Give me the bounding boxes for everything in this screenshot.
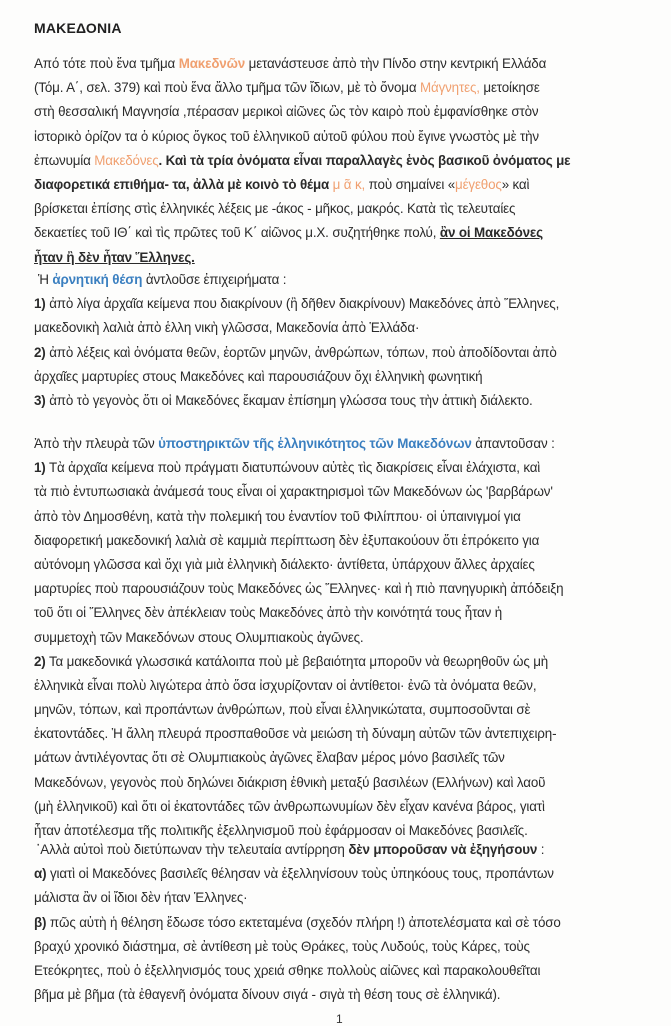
text: Ἡ xyxy=(38,272,53,287)
text: : xyxy=(537,842,545,857)
text-line: Ετεόκρητες, ποὺ ὁ ἐξελληνισμός τους χρειά σθηκε πολλοὺς αἰῶνες καὶ παρακολουθεῖται xyxy=(34,962,541,978)
page-number: 1 xyxy=(336,1012,343,1026)
text-line: ἀπὸ τὸν Δημοσθένη, κατὰ τὴν πολεμική του ἐναντίον τοῦ Φιλίππου· οἱ ὑπαινιγμοί για xyxy=(34,508,521,524)
text-line: ἀρχαῖες μαρτυρίες στους Μακεδόνες καὶ παρουσιάζουν ὄχι ἑλληνικὴ φωνητική xyxy=(34,368,483,384)
highlight-makednon: Μακεδνῶν xyxy=(178,56,246,71)
highlight-supporters: ὑποστηρικτῶν τῆς ἑλληνικότητος τῶν Μακεδόνων xyxy=(158,436,472,451)
item-number: 3) xyxy=(34,392,46,408)
text-line: βρίσκεται ἐπίσης στὶς ἑλληνικές λέξεις με -άκος - μῆκος, μακρός. Κατὰ τὶς τελευταίες xyxy=(34,201,516,217)
text-line: συμμετοχὴ τῶν Μακεδόνων στους Ολυμπιακοὺς ἀγῶνες. xyxy=(34,629,364,645)
text-line: μάλιστα ἂν οἱ ἴδιοι δὲν ήταν Ἑλληνες· xyxy=(34,890,248,906)
item-number: 1) xyxy=(34,460,46,476)
text: γιατὶ οἱ Μακεδόνες βασιλεῖς θέλησαν νὰ ἐξελληνίσουν τοὺς ὑπηκόους τους, προπάντων xyxy=(49,866,554,882)
bold-text: . Καὶ τὰ τρία ὀνόματα εἶναι παραλλαγὲς ἑνὸς βασικοῦ ὀνόματος με xyxy=(158,152,571,168)
text: ἀπὸ λίγα ἀρχαῖα κείμενα που διακρίνουν (ἢ δῆθεν διακρίνουν) Μακεδόνες ἀπὸ Ἕλληνες, xyxy=(49,296,560,312)
text-line: μάτων ἀντιλέγοντας ὅτι σὲ Ολυμπιακοὺς ἀγῶνες ἔλαβαν μέρος μόνο βασιλεῖς τῶν xyxy=(34,750,505,766)
text-line: (μὴ ἑλληνικοῦ) καὶ ὅτι οἱ ἑκατοντάδες τῶν ἀνθρωπωνυμίων δὲν εἶχαν κανένα βάρος, γιατὶ xyxy=(34,798,545,814)
text-line: διαφορετική μακεδονική λαλιὰ σὲ καμμιὰ περίπτωση δὲν ἐξυπακούουν ὅτι ἐπρόκειτο για xyxy=(34,532,540,548)
underlined-question: ἦταν ἢ δὲν ἦταν Ἕλληνες. xyxy=(34,249,195,265)
item-number: 2) xyxy=(34,344,46,360)
text: Τα μακεδονικά γλωσσικά κατάλοιπα ποὺ μὲ βεβαιότητα μποροῦν νὰ θεωρηθοῦν ὡς μὴ xyxy=(48,653,549,669)
intro-paragraph xyxy=(34,52,654,270)
text-line: ἑλληνικὰ εἶναι πολὺ λιγώτερα ἀπὸ ὅσα ἰσχυρίζονταν οἱ ἀντίθετοι· ἐνῶ τὰ ὀνόματα θεῶν, xyxy=(34,677,537,693)
item-number: 2) xyxy=(34,653,46,669)
highlight-magnites: Μάγνητες, xyxy=(420,80,480,96)
text: πῶς αὐτὴ ἡ θέληση ἔδωσε τόσο εκτεταμένα (σχεδόν πλήρη !) ἀποτελέσματα καὶ σὲ τόσο xyxy=(49,914,561,930)
text-line: ἱστορικὸ ὁρίζον τα ὁ κύριος ὄγκος τοῦ ἐλληνικοῦ αὐτοῦ φύλου ποὺ ἔγινε γνωστὸς μὲ τὴν xyxy=(34,128,539,144)
text: ἀπὸ λέξεις καὶ ὀνόματα θεῶν, ἑορτῶν μηνῶν, ἀνθρώπων, τόπων, ποὺ ἀποδίδονται ἀπὸ xyxy=(49,344,557,360)
text: Τὰ ἀρχαῖα κείμενα ποὺ πράγματι διατυπώνουν αὐτὲς τὶς διακρίσεις εἶναι ἐλάχιστα, καὶ xyxy=(48,460,541,476)
rebuttal-section xyxy=(34,838,654,1007)
highlight-mak: μ ᾶ κ, xyxy=(332,176,366,192)
text-line: τοῦ ὅτι οἱ Ἕλληνες δὲν ἀπέκλειαν τοὺς Μακεδόνες ἀπὸ τὴν κοινότητά τους ἦταν ἡ xyxy=(34,605,503,621)
document-title: ΜΑΚΕΔΟΝΙΑ xyxy=(34,20,122,36)
text: ἀντλοῦσε ἐπιχειρήματα : xyxy=(142,272,287,287)
text-line: μαρτυρίες ποὺ παρουσιάζουν τοὺς Μακεδόνες ὡς Ἕλληνες· καὶ ἡ πιὸ πανηγυρικὴ ἀπόδειξη xyxy=(34,581,564,597)
negative-thesis-section xyxy=(34,268,654,413)
text: μετοίκησε xyxy=(479,80,540,96)
text: δεκαετίες τοῦ ΙΘ΄ καὶ τὶς πρῶτες τοῦ Κ΄ αἰῶνος μ.Χ. συζητήθηκε πολύ, xyxy=(34,225,440,241)
highlight-negative-thesis: ἀρνητική θέση xyxy=(52,272,143,287)
bold-text: διαφορετικά επιθήμα- τα, ἀλλὰ μὲ κοινὸ τὸ θέμα xyxy=(34,176,333,192)
text: ποὺ σημαίνει « xyxy=(365,176,456,192)
text: (Τόμ. Α΄, σελ. 379) καὶ ποὺ ἕνα ἄλλο τμῆμα τῶν ἴδιων, μὲ τὸ ὄνομα xyxy=(34,80,420,96)
text-line: μηνῶν, τόπων, καὶ προπάντων ἀνθρώπων, ποὺ εἶναι ἑλληνικώτατα, συμποσοῦνται σὲ xyxy=(34,702,531,718)
highlight-makedones: Μακεδόνες xyxy=(94,152,159,168)
text-line: τὰ πιὸ ἐντυπωσιακὰ ἀνάμεσά τους εἶναι οἱ χαρακτηρισμοὶ τῶν Μακεδόνων ὡς 'βαρβάρων' xyxy=(34,484,553,500)
text-line: βῆμα μὲ βῆμα (τὰ ἐθαγενῆ ὀνόματα δίνουν σιγά - σιγὰ τὴ θέση τους σὲ ἑλληνικά). xyxy=(34,987,501,1003)
supporters-section xyxy=(34,432,654,843)
text-line: αὐτόνομη γλῶσσα καὶ ὄχι γιὰ μιὰ ἑλληνικὴ διάλεκτο· ἀντίθετα, ὑπάρχουν ἄλλες ἀρχαίες xyxy=(34,556,535,572)
text: » καὶ xyxy=(501,176,530,192)
text-line: Μακεδόνων, γεγονὸς ποὺ δηλώνει διάκριση ἐθνικὴ μεταξύ βασιλέων (Ελλήνων) καὶ λαοῦ xyxy=(34,774,546,790)
text-line: μακεδονικὴ λαλιὰ ἀπὸ ἑλλη νικὴ γλῶσσα, Μακεδονία ἀπὸ Ἑλλάδα· xyxy=(34,320,420,336)
text: ἀπαντοῦσαν : xyxy=(471,436,555,451)
text-line: στὴ θεσσαλική Μαγνησία ,πέρασαν μερικοὶ αἰῶνες ὣς τὸν καιρὸ ποὺ ἐμφανίσθηκε στὸν xyxy=(34,104,539,120)
text: Από τότε ποὺ ἕνα τμῆμα xyxy=(34,56,179,71)
text: Ἀπὸ τὴν πλευρὰ τῶν xyxy=(34,436,159,451)
item-letter: β) xyxy=(34,914,47,930)
highlight-megethos: μέγεθος xyxy=(455,176,502,192)
text: ἀπὸ τὸ γεγονὸς ὅτι οἱ Μακεδόνες ἔκαμαν ἐπίσημη γλώσσα τους τὴν ἀττικὴ διάλεκτο. xyxy=(49,392,533,408)
text: μετανάστευσε ἀπὸ τὴν Πίνδο στην κεντρική Ελλάδα xyxy=(245,56,547,71)
item-letter: α) xyxy=(34,866,47,882)
underlined-question: ἂν οἱ Μακεδόνες xyxy=(439,225,543,241)
text: ἐπωνυμία xyxy=(34,152,95,168)
bold-text: δὲν μποροῦσαν νὰ ἐξηγήσουν xyxy=(348,842,538,857)
item-number: 1) xyxy=(34,296,46,312)
text-line: ἑκατοντάδες. Ἡ ἄλλη πλευρά προσπαθοῦσε νὰ μειώση τὴ δύναμη αὐτῶν τῶν ἀντεπιχειρη- xyxy=(34,726,557,742)
text-line: βραχύ χρονικό διάστημα, σὲ ἀντίθεση μὲ τοὺς Θράκες, τοὺς Λυδούς, τοὺς Κάρες, τοὺς xyxy=(34,938,530,954)
text-line: ἦταν ἀποτέλεσμα τῆς πολιτικῆς ἐξελληνισμοῦ ποὺ ἐφάρμοσαν οἱ Μακεδόνες βασιλεῖς. xyxy=(34,823,528,838)
text: ῾Αλλὰ αὐτοὶ ποὺ διετύπωναν τὴν τελευταία αντίρρηση xyxy=(36,842,349,857)
